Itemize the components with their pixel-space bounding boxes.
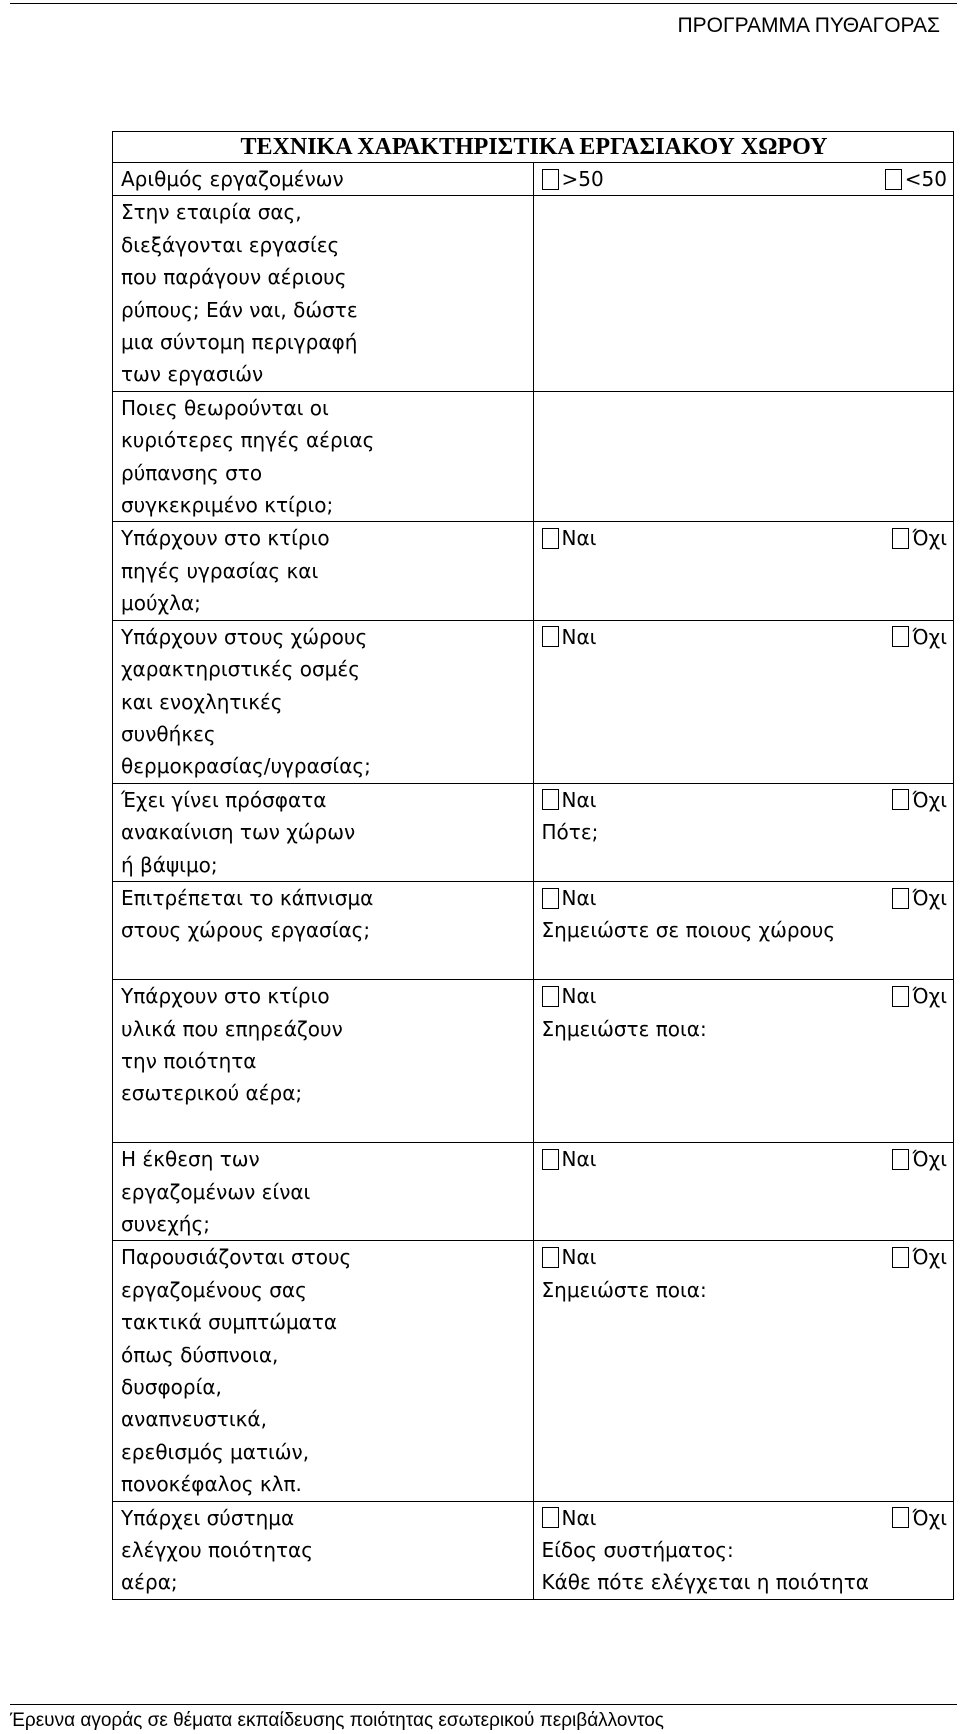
checkbox-no[interactable] bbox=[892, 528, 909, 549]
question-line: κυριότερες πηγές αέριας bbox=[121, 428, 375, 453]
question-line: Υπάρχουν στο κτίριο bbox=[121, 526, 330, 551]
answer-prompt: Κάθε πότε ελέγχεται η ποιότητα bbox=[541, 1570, 869, 1595]
footer-text: Έρευνα αγοράς σε θέματα εκπαίδευσης ποιότητας εσωτερικού περιβάλλοντος bbox=[10, 1710, 664, 1731]
answer-prompt: Πότε; bbox=[541, 820, 599, 845]
question-line: αναπνευστικά, bbox=[121, 1407, 267, 1432]
employees-row bbox=[113, 163, 954, 196]
option-under-50-label: <50 bbox=[904, 167, 947, 191]
option-yes-label: Ναι bbox=[561, 1245, 597, 1270]
answer-cell[interactable] bbox=[533, 980, 954, 1143]
option-yes-label: Ναι bbox=[561, 526, 597, 551]
question-text bbox=[113, 1501, 534, 1599]
answer-cell[interactable] bbox=[533, 881, 954, 979]
checkbox-yes[interactable] bbox=[542, 986, 559, 1007]
question-line: ερεθισμός ματιών, bbox=[121, 1439, 310, 1464]
question-line: διεξάγονται εργασίες bbox=[121, 232, 340, 257]
header-title: ΠΡΟΓΡΑΜΜΑ ΠΥΘΑΓΟΡΑΣ bbox=[677, 14, 940, 37]
option-yes-label: Ναι bbox=[561, 1505, 597, 1530]
option-no-label: Όχι bbox=[912, 984, 947, 1009]
answer-prompt: Σημειώστε σε ποιους χώρους bbox=[541, 918, 836, 943]
answer-cell[interactable] bbox=[533, 522, 954, 620]
question-text bbox=[113, 1241, 534, 1501]
question-text bbox=[113, 980, 534, 1143]
question-line: μούχλα; bbox=[121, 591, 201, 616]
question-row bbox=[113, 196, 954, 391]
option-no-label: Όχι bbox=[912, 624, 947, 649]
option-no-label: Όχι bbox=[912, 885, 947, 910]
question-line: εργαζομένων είναι bbox=[121, 1179, 311, 1204]
question-line: αέρα; bbox=[121, 1570, 178, 1595]
checkbox-no[interactable] bbox=[892, 888, 909, 909]
checkbox-no[interactable] bbox=[892, 789, 909, 810]
question-line: πηγές υγρασίας και bbox=[121, 558, 319, 583]
option-over-50-label: >50 bbox=[561, 167, 604, 191]
question-line: την ποιότητα bbox=[121, 1048, 257, 1073]
question-row bbox=[113, 783, 954, 881]
question-line: των εργασιών bbox=[121, 362, 264, 387]
question-row bbox=[113, 522, 954, 620]
checkbox-yes[interactable] bbox=[542, 789, 559, 810]
option-yes-label: Ναι bbox=[561, 885, 597, 910]
question-text bbox=[113, 522, 534, 620]
question-line: υλικά που επηρεάζουν bbox=[121, 1016, 343, 1041]
question-line: εργαζομένους σας bbox=[121, 1277, 307, 1302]
question-line: ανακαίνιση των χώρων bbox=[121, 820, 356, 845]
question-text bbox=[113, 196, 534, 391]
question-line: ή βάψιμο; bbox=[121, 852, 218, 877]
footer-rule bbox=[10, 1704, 957, 1705]
question-line: χαρακτηριστικές οσμές bbox=[121, 657, 360, 682]
question-line: ελέγχου ποιότητας bbox=[121, 1538, 313, 1563]
question-line: Έχει γίνει πρόσφατα bbox=[121, 787, 327, 812]
form-title: ΤΕΧΝΙΚΑ ΧΑΡΑΚΤΗΡΙΣΤΙΚΑ ΕΡΓΑΣΙΑΚΟΥ ΧΩΡΟΥ bbox=[113, 132, 954, 163]
question-row bbox=[113, 1143, 954, 1241]
checkbox-no[interactable] bbox=[892, 1149, 909, 1170]
option-no-label: Όχι bbox=[912, 526, 947, 551]
question-row bbox=[113, 980, 954, 1143]
option-yes-label: Ναι bbox=[561, 624, 597, 649]
question-row bbox=[113, 1501, 954, 1599]
answer-prompt: Σημειώστε ποια: bbox=[541, 1277, 707, 1302]
question-line: συνεχής; bbox=[121, 1212, 210, 1236]
answer-cell[interactable] bbox=[533, 391, 954, 522]
answer-prompt: Σημειώστε ποια: bbox=[541, 1016, 707, 1041]
answer-cell[interactable] bbox=[533, 1241, 954, 1501]
question-line: όπως δύσπνοια, bbox=[121, 1342, 279, 1367]
checkbox-yes[interactable] bbox=[542, 528, 559, 549]
question-line: και ενοχλητικές bbox=[121, 689, 283, 714]
question-line: ρύπανσης στο bbox=[121, 460, 263, 485]
question-text bbox=[113, 391, 534, 522]
option-yes-label: Ναι bbox=[561, 984, 597, 1009]
question-line: ρύπους; Εάν ναι, δώστε bbox=[121, 297, 358, 322]
option-no-label: Όχι bbox=[912, 787, 947, 812]
question-line: Η έκθεση των bbox=[121, 1147, 260, 1172]
question-row bbox=[113, 881, 954, 979]
checkbox-no[interactable] bbox=[892, 1507, 909, 1528]
answer-cell[interactable] bbox=[533, 196, 954, 391]
question-line: μια σύντομη περιγραφή bbox=[121, 330, 358, 355]
technical-characteristics-table bbox=[112, 131, 954, 1600]
checkbox-over-50[interactable] bbox=[542, 169, 559, 190]
question-line: που παράγουν αέριους bbox=[121, 265, 347, 290]
question-line: Υπάρχει σύστημα bbox=[121, 1505, 295, 1530]
question-line: Επιτρέπεται το κάπνισμα bbox=[121, 885, 374, 910]
question-line: στους χώρους εργασίας; bbox=[121, 918, 371, 943]
question-line: Υπάρχουν στους χώρους bbox=[121, 624, 368, 649]
checkbox-yes[interactable] bbox=[542, 626, 559, 647]
option-no-label: Όχι bbox=[912, 1245, 947, 1270]
question-row bbox=[113, 391, 954, 522]
header-rule bbox=[10, 3, 957, 4]
question-line: εσωτερικού αέρα; bbox=[121, 1081, 303, 1106]
question-line: Ποιες θεωρούνται οι bbox=[121, 395, 329, 420]
answer-prompt: Είδος συστήματος: bbox=[541, 1538, 734, 1563]
option-yes-label: Ναι bbox=[561, 787, 597, 812]
answer-cell[interactable] bbox=[533, 620, 954, 783]
question-line: Υπάρχουν στο κτίριο bbox=[121, 984, 330, 1009]
question-text bbox=[113, 1143, 534, 1241]
checkbox-no[interactable] bbox=[892, 626, 909, 647]
question-line: συγκεκριμένο κτίριο; bbox=[121, 493, 334, 518]
checkbox-yes[interactable] bbox=[542, 1507, 559, 1528]
answer-cell[interactable] bbox=[533, 783, 954, 881]
question-text bbox=[113, 783, 534, 881]
checkbox-yes[interactable] bbox=[542, 888, 559, 909]
option-no-label: Όχι bbox=[912, 1505, 947, 1530]
question-line: τακτικά συμπτώματα bbox=[121, 1310, 338, 1335]
question-row bbox=[113, 1241, 954, 1501]
answer-cell[interactable] bbox=[533, 1501, 954, 1599]
question-line: Στην εταιρία σας, bbox=[121, 200, 302, 225]
employees-options bbox=[533, 163, 954, 196]
employees-label: Αριθμός εργαζομένων bbox=[113, 163, 534, 196]
checkbox-under-50[interactable] bbox=[885, 169, 902, 190]
option-no-label: Όχι bbox=[912, 1147, 947, 1172]
question-line: θερμοκρασίας/υγρασίας; bbox=[121, 754, 371, 779]
checkbox-no[interactable] bbox=[892, 1247, 909, 1268]
option-yes-label: Ναι bbox=[561, 1147, 597, 1172]
question-row bbox=[113, 620, 954, 783]
question-text bbox=[113, 620, 534, 783]
question-line: δυσφορία, bbox=[121, 1375, 222, 1400]
checkbox-yes[interactable] bbox=[542, 1247, 559, 1268]
question-line: Παρουσιάζονται στους bbox=[121, 1245, 352, 1270]
question-line: συνθήκες bbox=[121, 721, 216, 746]
checkbox-yes[interactable] bbox=[542, 1149, 559, 1170]
checkbox-no[interactable] bbox=[892, 986, 909, 1007]
question-text bbox=[113, 881, 534, 979]
answer-cell[interactable] bbox=[533, 1143, 954, 1241]
question-line: πονοκέφαλος κλπ. bbox=[121, 1472, 302, 1497]
